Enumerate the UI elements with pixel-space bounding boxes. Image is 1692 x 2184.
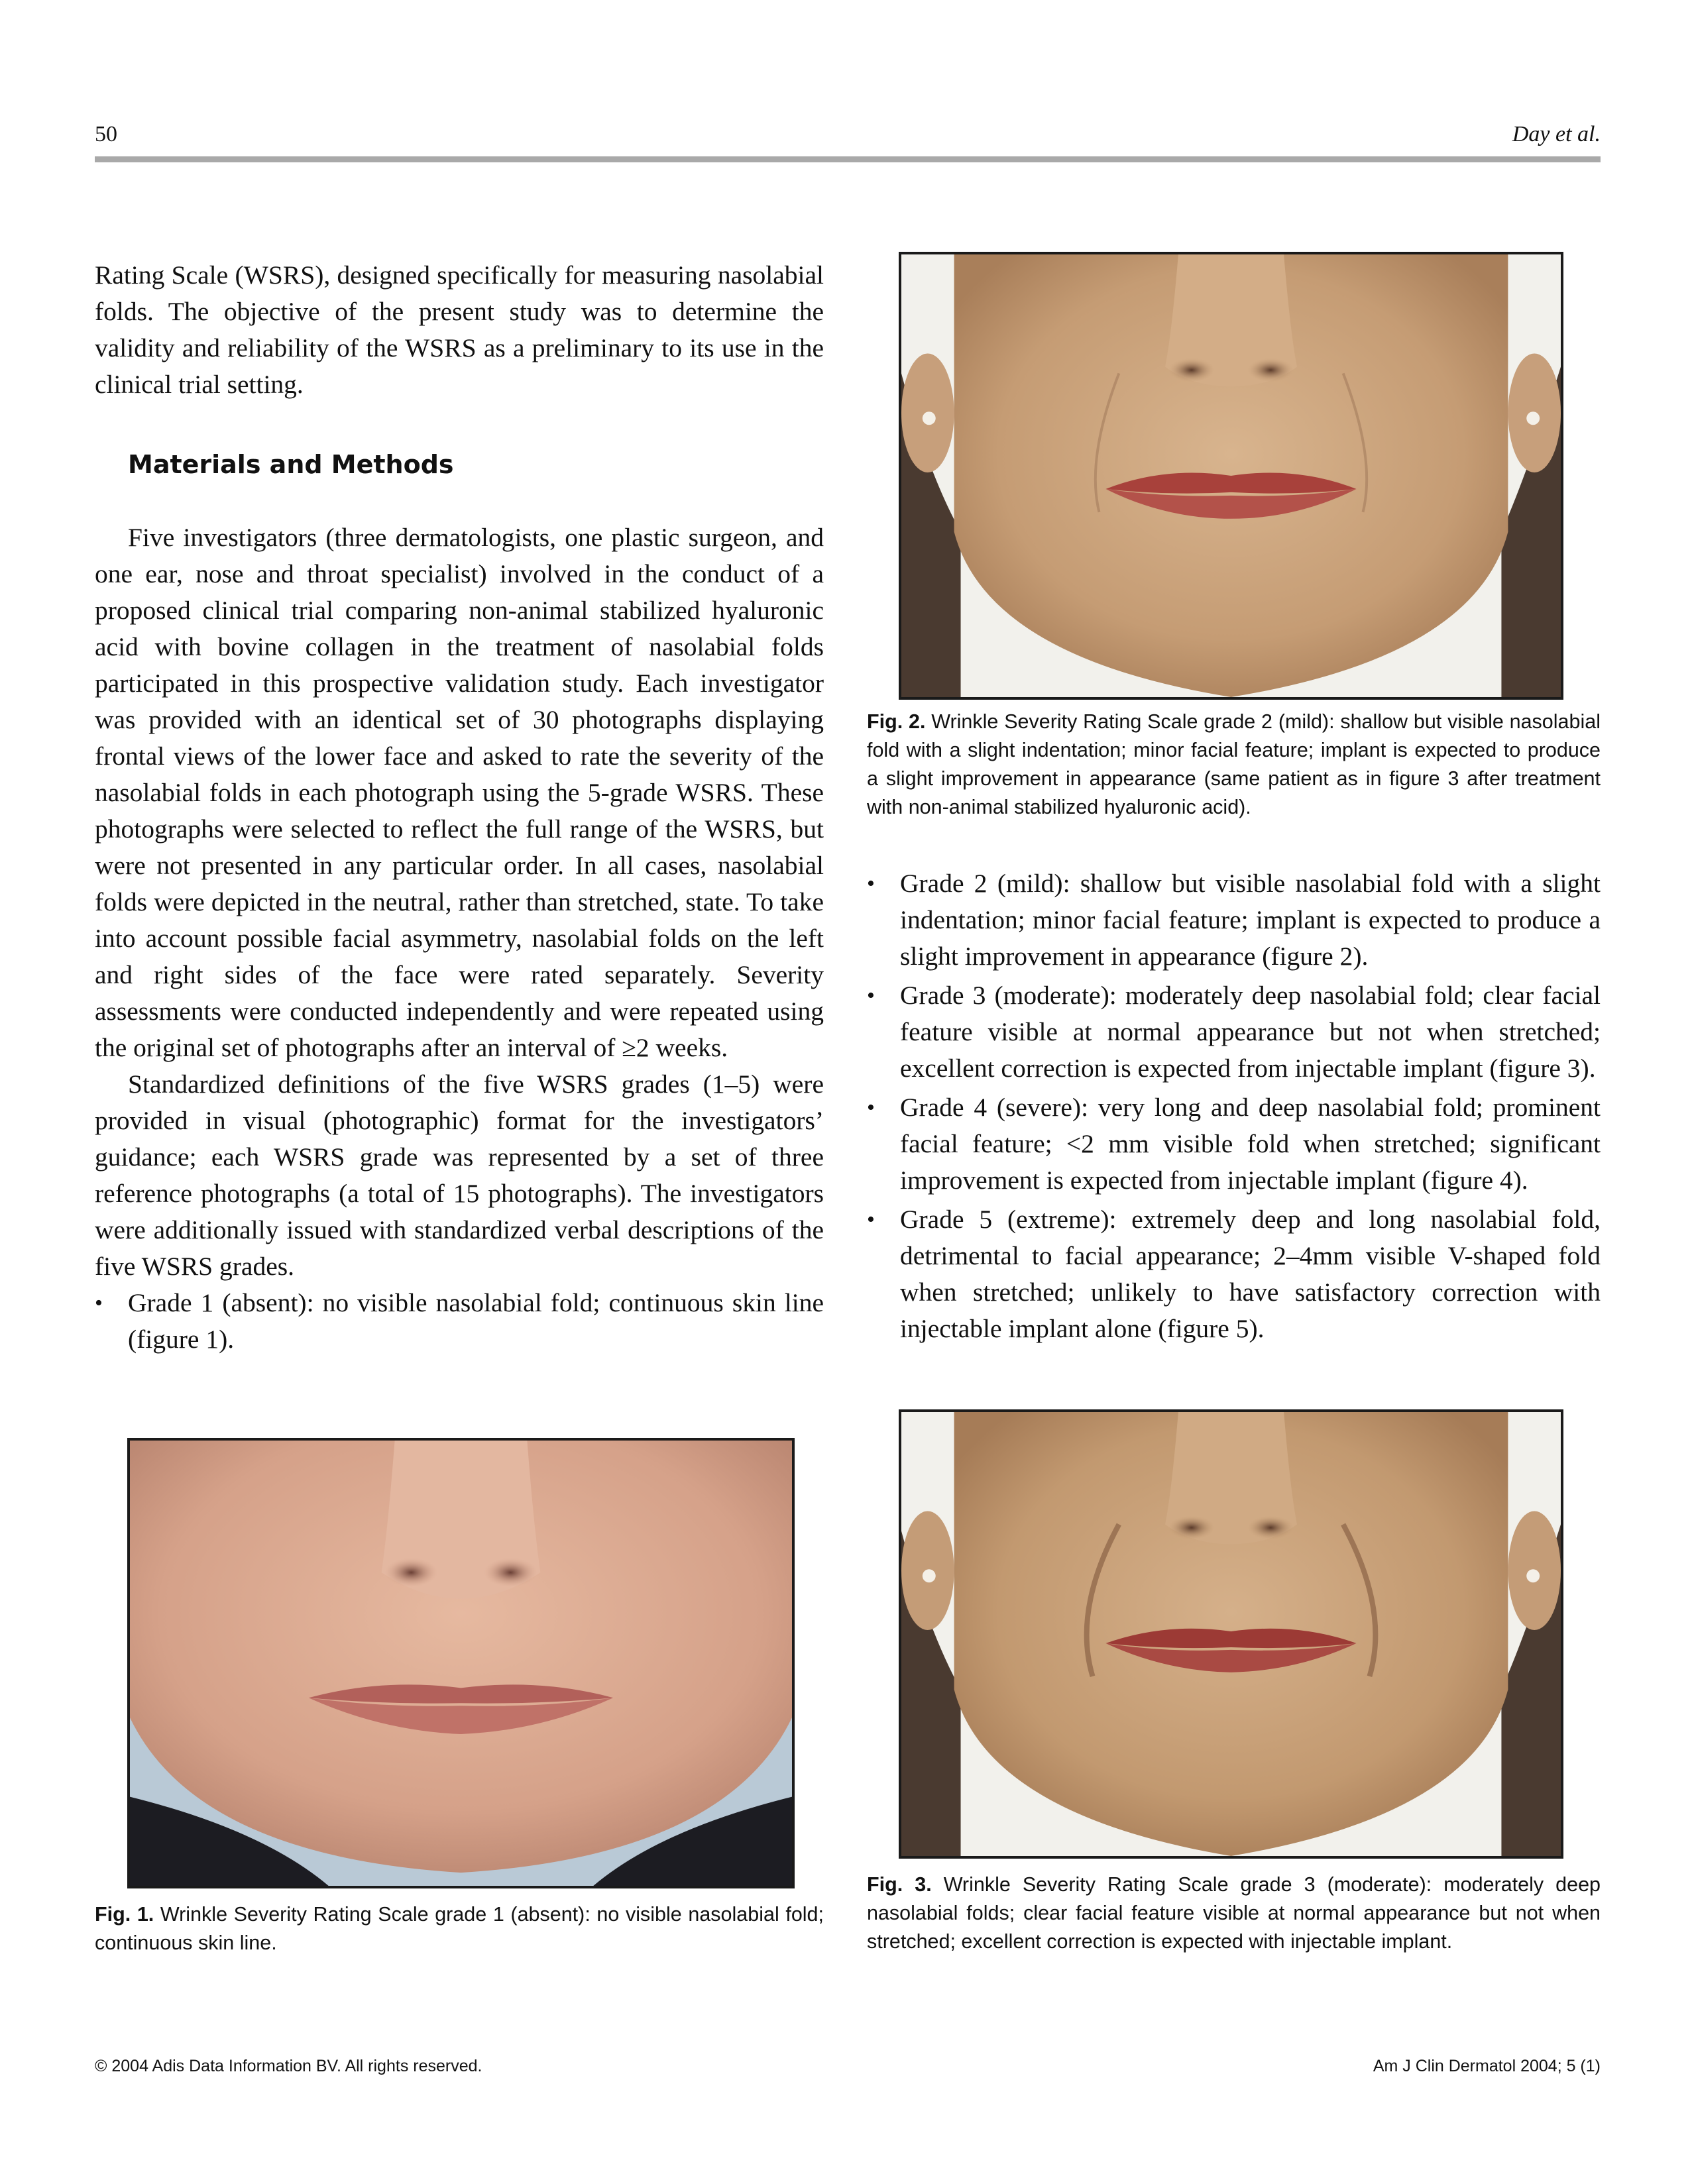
figure-2-photo: [899, 252, 1563, 700]
intro-paragraph: Rating Scale (WSRS), designed specifically for measuring nasolabial folds. The objective of the present study was to determine the validity and reliability of the WSRS as a preliminary to its use in the clinical trial setting.: [95, 260, 824, 399]
page-number: 50: [95, 122, 117, 146]
figure-3-label: Fig. 3.: [867, 1873, 932, 1896]
figure-1-caption: [95, 1900, 824, 1957]
list-item-grade-3: [867, 977, 1601, 1087]
grade-list-left: [95, 1285, 824, 1358]
figure-3-caption-text: Wrinkle Severity Rating Scale grade 3 (moderate): moderately deep nasolabial folds; clear facial feature visible at normal appearance but not when stretched; excellent correction is expected with injectable implant.: [867, 1873, 1601, 1953]
methods-paragraph-1: Five investigators (three dermatologists, one plastic surgeon, and one ear, nose and throat specialist) involved in the conduct of a proposed clinical trial comparing non-animal stabilized hyaluronic acid with bovine collagen in the treatment of nasolabial folds participated in this prospective validation study. Each investigator was provided with an identical set of 30 photographs displaying frontal views of the lower face and asked to rate the severity of the nasolabial folds in each photograph using the 5-grade WSRS. These photographs were selected to reflect the full range of the WSRS, but were not presented in any particular order. In all cases, nasolabial folds were depicted in the neutral, rather than stretched, state. To take into account possible facial asymmetry, nasolabial folds on the left and right sides of the face were rated separately. Severity assessments were conducted independently and were repeated using the original set of photographs after an interval of ≥2 weeks.: [95, 523, 824, 1062]
grade-list-right: [867, 865, 1601, 1347]
bullet-dot: •: [867, 871, 875, 896]
grade-1-text: Grade 1 (absent): no visible nasolabial fold; continuous skin line (figure 1).: [128, 1288, 824, 1354]
figure-3-caption: [867, 1871, 1601, 1956]
list-item-grade-1: [95, 1285, 824, 1358]
footer-journal: Am J Clin Dermatol 2004; 5 (1): [1373, 2057, 1601, 2075]
grade-5-text: Grade 5 (extreme): extremely deep and long nasolabial fold, detrimental to facial appearance; 2–4mm visible V-shaped fold when stretched; unlikely to have satisfactory correction with injectable implant alone (figure 5).: [900, 1205, 1601, 1343]
face-grade-3-image: [901, 1412, 1561, 1856]
bullet-dot: •: [95, 1291, 103, 1315]
running-header: [95, 118, 1601, 151]
running-authors: Day et al.: [1512, 122, 1601, 146]
methods-paragraph-2: Standardized definitions of the five WSRS grades (1–5) were provided in visual (photographic) format for the investigators’ guidance; each WSRS grade was represented by a set of three reference photographs (a total of 15 photographs). The investigators were additionally issued with standardized verbal descriptions of the five WSRS grades.: [95, 1069, 824, 1281]
bullet-dot: •: [867, 1095, 875, 1120]
right-column: [867, 865, 1601, 1350]
figure-2-label: Fig. 2.: [867, 710, 926, 733]
left-column: [95, 257, 824, 1360]
grade-2-text: Grade 2 (mild): shallow but visible nasolabial fold with a slight indentation; minor facial feature; implant is expected to produce a slight improvement in appearance (figure 2).: [900, 869, 1601, 971]
header-rule: [95, 156, 1601, 162]
grade-4-text: Grade 4 (severe): very long and deep nasolabial fold; prominent facial feature; <2 mm visible fold when stretched; significant improvement is expected from injectable implant (figure 4).: [900, 1093, 1601, 1195]
figure-3-photo: [899, 1409, 1563, 1859]
figure-2-caption: [867, 708, 1601, 822]
footer-copyright: © 2004 Adis Data Information BV. All rights reserved.: [95, 2057, 482, 2075]
section-heading-materials-methods: Materials and Methods: [128, 450, 454, 479]
figure-1-label: Fig. 1.: [95, 1903, 154, 1926]
bullet-dot: •: [867, 1207, 875, 1232]
figure-2-caption-text: Wrinkle Severity Rating Scale grade 2 (mild): shallow but visible nasolabial fold with a slight indentation; minor facial feature; implant is expected to produce a slight improvement in appearance (same patient as in figure 3 after treatment with non-animal stabilized hyaluronic acid).: [867, 710, 1601, 818]
face-grade-1-image: [130, 1441, 792, 1886]
list-item-grade-4: [867, 1089, 1601, 1199]
bullet-dot: •: [867, 983, 875, 1008]
grade-3-text: Grade 3 (moderate): moderately deep nasolabial fold; clear facial feature visible at normal appearance but not when stretched; excellent correction is expected from injectable implant (figure 3).: [900, 981, 1601, 1083]
list-item-grade-5: [867, 1201, 1601, 1347]
figure-1-caption-text: Wrinkle Severity Rating Scale grade 1 (absent): no visible nasolabial fold; continuous skin line.: [95, 1903, 824, 1954]
list-item-grade-2: [867, 865, 1601, 975]
figure-1-photo: [127, 1438, 795, 1888]
face-grade-2-image: [901, 254, 1561, 697]
